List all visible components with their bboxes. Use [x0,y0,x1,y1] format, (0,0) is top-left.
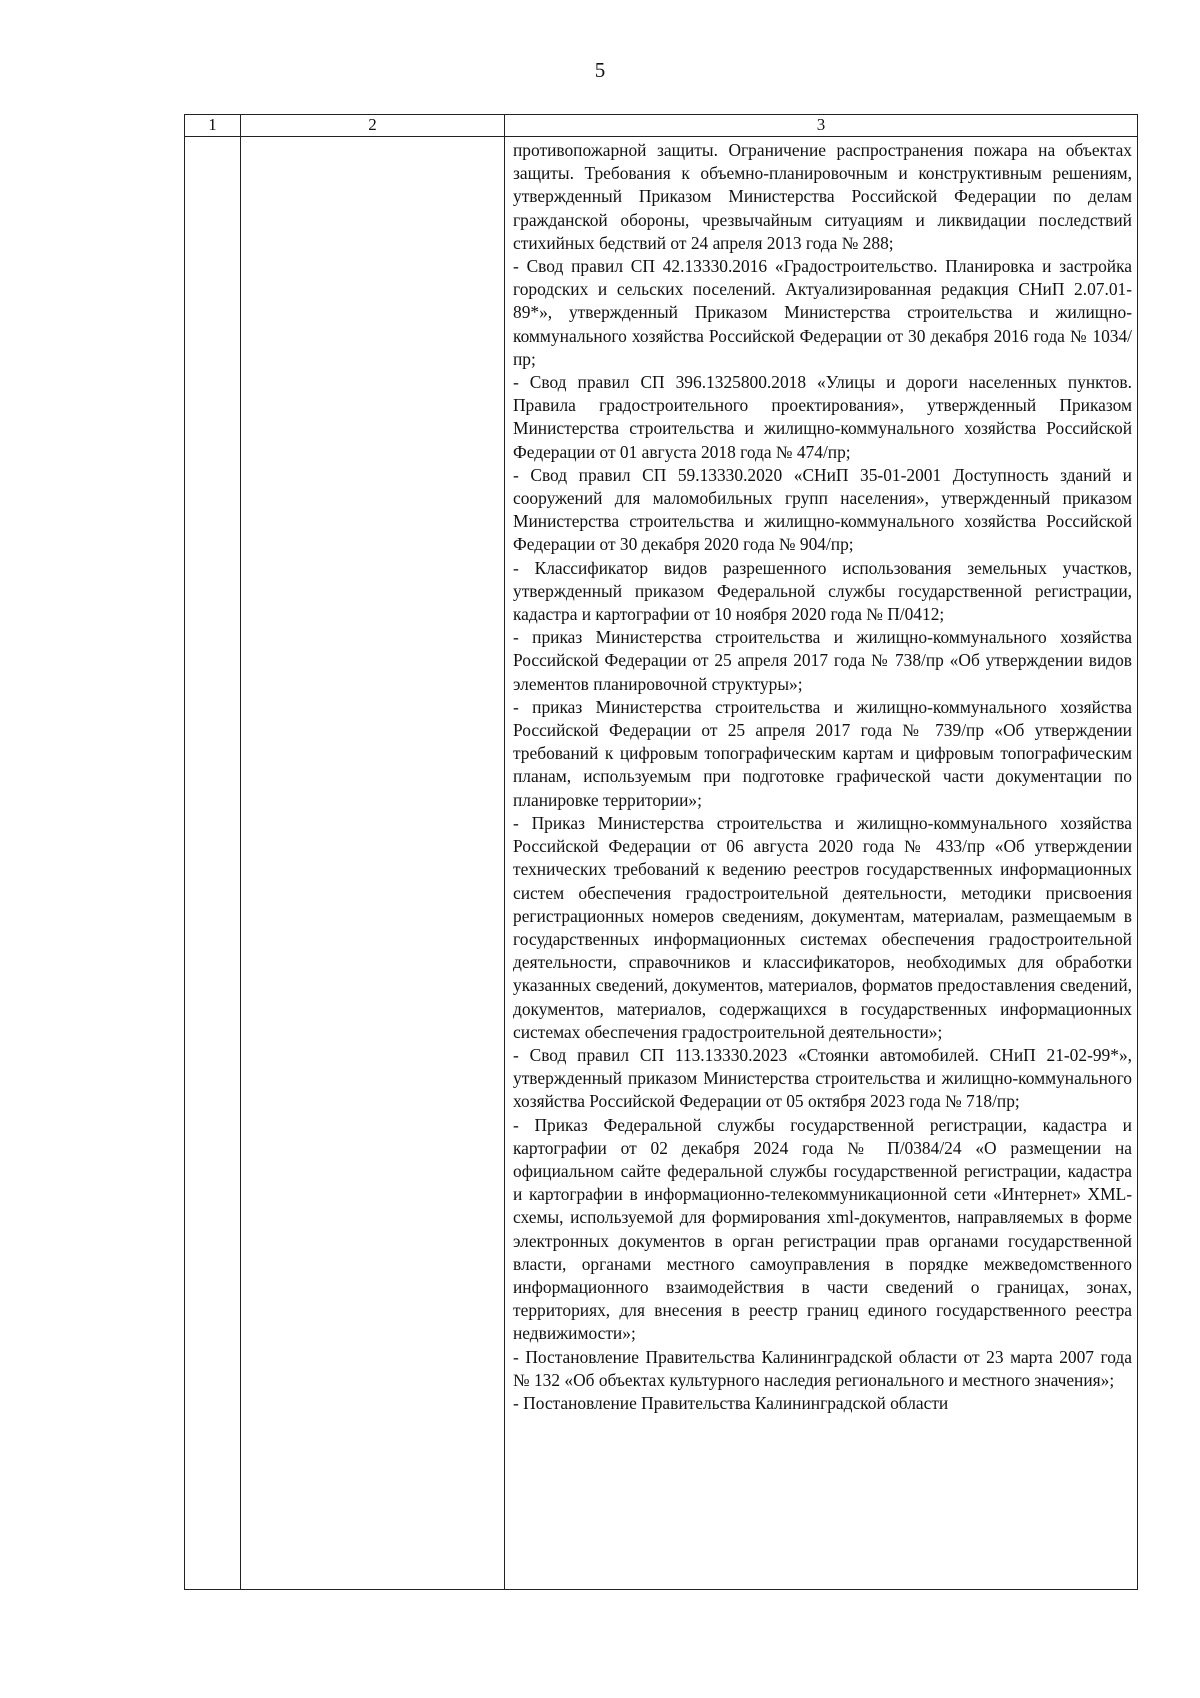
list-item: противопожарной защиты. Ограничение распространения пожара на объектах защиты. Требования к объемно-планировочным и конструктивным решениям, утвержденный Приказом Министерства Российской Федерации по делам гражданской обороны, чрезвычайным ситуациям и ликвидации последствий стихийных бедствий от 24 апреля 2013 года № 288; [513,140,1132,253]
regulations-list [505,137,1137,1415]
list-item: - Свод правил СП 396.1325800.2018 «Улицы и дороги населенных пунктов. Правила градостроительного проектирования», утвержденный Приказом Министерства строительства и жилищно-коммунального хозяйства Российской Федерации от 01 августа 2018 года № 474/пр; [513,372,1132,462]
page-number: 5 [594,58,606,82]
column-header-3: 3 [505,115,1138,137]
list-item: - Классификатор видов разрешенного использования земельных участков, утвержденный приказом Федеральной службы государственной регистрации, кадастра и картографии от 10 ноября 2020 года № П/0412; [513,557,1132,625]
table-row [185,137,1138,1590]
regulations-table [184,114,1138,1590]
list-item: - Свод правил СП 42.13330.2016 «Градостроительство. Планировка и застройка городских и сельских поселений. Актуализированная редакция СНиП 2.07.01-89*», утвержденный Приказом Министерства строительства и жилищно-коммунального хозяйства Российской Федерации от 30 декабря 2016 года № 1034/пр; [513,256,1132,369]
column-header-2: 2 [241,115,505,137]
list-item: - Приказ Федеральной службы государственной регистрации, кадастра и картографии от 02 декабря 2024 года № П/0384/24 «О размещении на официальном сайте федеральной службы государственной регистрации, кадастра и картографии в информационно-телекоммуникационной сети «Интернет» XML-схемы, используемой для формирования xml-документов, направляемых в форме электронных документов в орган регистрации прав органами государственной власти, органами местного самоуправления в порядке межведомственного информационного взаимодействия в части сведений о границах, зонах, территориях, для внесения в реестр границ единого государственного реестра недвижимости»; [513,1114,1132,1344]
list-item: - Постановление Правительства Калининградской области от 23 марта 2007 года № 132 «Об объектах культурного наследия регионального и местного значения»; [513,1346,1132,1390]
list-item: - Свод правил СП 113.13330.2023 «Стоянки автомобилей. СНиП 21-02-99*», утвержденный приказом Министерства строительства и жилищно-коммунального хозяйства Российской Федерации от 05 октября 2023 года № 718/пр; [513,1044,1132,1112]
list-item: - Приказ Министерства строительства и жилищно-коммунального хозяйства Российской Федерации от 06 августа 2020 года № 433/пр «Об утверждении технических требований к ведению реестров государственных информационных систем обеспечения градостроительной деятельности, методики присвоения регистрационных номеров сведениям, документам, материалам, размещаемым в государственных информационных системах обеспечения градостроительной деятельности, справочников и классификаторов, необходимых для обработки указанных сведений, документов, материалов, форматов предоставления сведений, документов, материалов, содержащихся в государственных информационных системах обеспечения градостроительной деятельности»; [513,812,1132,1042]
list-item: - приказ Министерства строительства и жилищно-коммунального хозяйства Российской Федерации от 25 апреля 2017 года № 738/пр «Об утверждении видов элементов планировочной структуры»; [513,627,1132,694]
column-header-1: 1 [185,115,241,137]
cell-col-1 [185,137,241,1590]
list-item: - Постановление Правительства Калининградской области [513,1392,949,1413]
cell-col-2 [241,137,505,1590]
cell-col-3 [505,137,1138,1590]
list-item: - Свод правил СП 59.13330.2020 «СНиП 35-01-2001 Доступность зданий и сооружений для маломобильных групп населения», утвержденный приказом Министерства строительства и жилищно-коммунального хозяйства Российской Федерации от 30 декабря 2020 года № 904/пр; [513,464,1132,555]
list-item: - приказ Министерства строительства и жилищно-коммунального хозяйства Российской Федерации от 25 апреля 2017 года № 739/пр «Об утверждении требований к цифровым топографическим картам и цифровым топографическим планам, используемым при подготовке графической части документации по планировке территории»; [513,696,1132,810]
table-header-row [185,115,1138,137]
